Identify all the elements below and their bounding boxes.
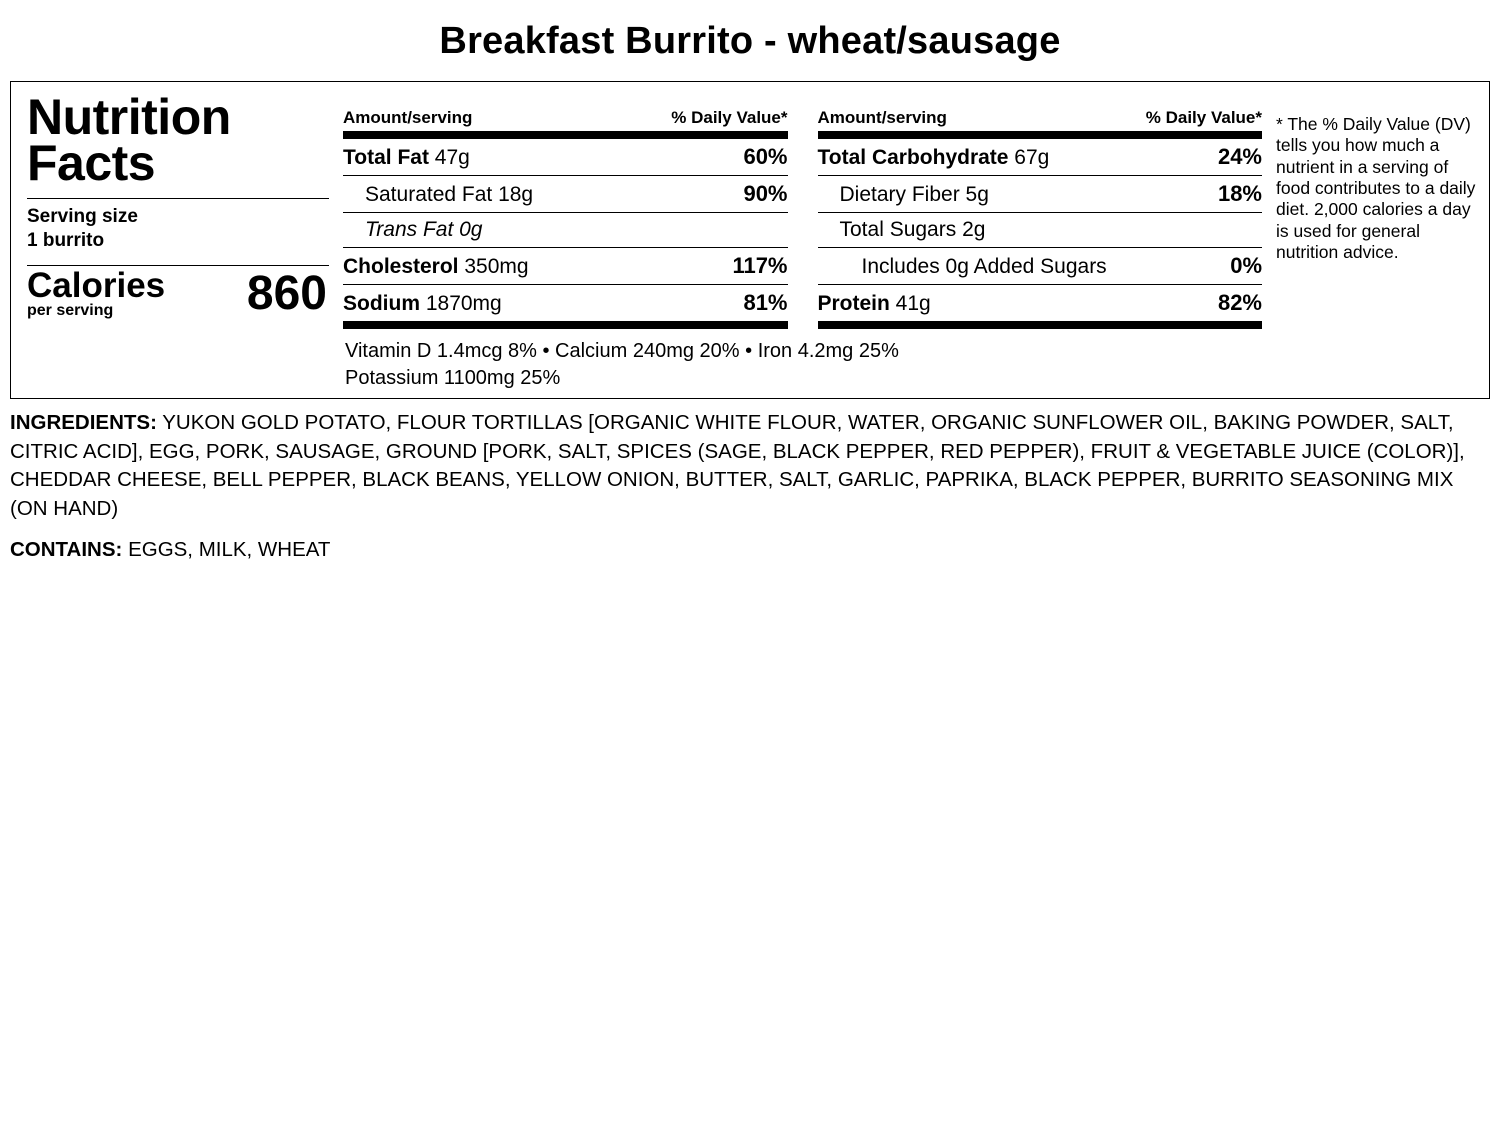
nutrient-amount: Total Sugars 2g [839, 218, 986, 241]
page-title: Breakfast Burrito - wheat/sausage [439, 20, 1061, 62]
table-row [818, 176, 1263, 213]
table-row [343, 248, 788, 285]
header-rule-right [818, 131, 1263, 139]
nutrient-daily-value: 18% [1217, 181, 1262, 206]
serving-size-label: Serving size [27, 206, 138, 227]
nutrition-facts-heading [27, 89, 333, 191]
table-row [818, 285, 1263, 321]
micronutrients-line-1: Vitamin D 1.4mcg 8% • Calcium 240mg 20% • Iron 4.2mg 25% [345, 340, 899, 362]
nutrient-name: Protein [817, 292, 890, 315]
nutrient-column-left [343, 108, 788, 329]
table-row [343, 285, 788, 321]
contains-label: CONTAINS: [10, 537, 123, 561]
table-row [818, 139, 1263, 176]
nutrient-header-left [343, 108, 788, 131]
nutrient-daily-value: 117% [732, 253, 788, 278]
table-row [343, 139, 788, 176]
nutrient-daily-value: 24% [1217, 144, 1262, 169]
nutrition-facts-heading-line2: Facts [27, 135, 156, 191]
contains-paragraph [10, 538, 1490, 562]
amount-per-serving-label-left: Amount/serving [343, 108, 473, 127]
nutrient-daily-value: 60% [743, 144, 788, 169]
daily-value-label-right: % Daily Value* [1145, 108, 1262, 127]
nutrient-name: Total Fat [343, 146, 429, 169]
nutrient-amount: Trans Fat 0g [365, 218, 483, 241]
daily-value-footnote: * The % Daily Value (DV) tells you how much a nutrient in a serving of food contributes to a daily diet. 2,000 calories a day is used for general nutrition advice. [1276, 114, 1476, 263]
nutrient-columns [343, 92, 1262, 392]
amount-per-serving-label-right: Amount/serving [817, 108, 947, 127]
footer-rule-right [818, 321, 1263, 329]
calories-value: 860 [246, 267, 327, 321]
footer-rule-left [343, 321, 788, 329]
nutrient-amount: 41g [889, 292, 931, 315]
header-rule-left [343, 131, 788, 139]
ingredients-paragraph [10, 409, 1490, 524]
nutrient-name: Sodium [343, 292, 420, 315]
serving-size-value: 1 burrito [27, 229, 105, 251]
ingredients-text: YUKON GOLD POTATO, FLOUR TORTILLAS [ORGANIC WHITE FLOUR, WATER, ORGANIC SUNFLOWER OIL, BAKING POWDER, SALT, CITRIC ACID], EGG, PORK, SAUSAGE, GROUND [PORK, SALT, SPICES (SAGE, BLACK PEPPER, RED PEPPER), FRUIT & VEGETABLE JUICE (COLOR)], CHEDDAR CHEESE, BELL PEPPER, BLACK BEANS, YELLOW ONION, BUTTER, SALT, GARLIC, PAPRIKA, BLACK PEPPER, BURRITO SEASONING MIX (ON HAND) [10, 411, 1465, 521]
nutrition-facts-panel [10, 81, 1490, 399]
daily-value-label-left: % Daily Value* [671, 108, 788, 127]
nutrient-amount: Saturated Fat 18g [365, 183, 534, 206]
nutrient-name: Cholesterol [343, 255, 459, 278]
table-row [343, 176, 788, 213]
ingredients-label: INGREDIENTS: [10, 411, 157, 434]
nutrient-amount: 47g [428, 146, 470, 169]
table-row [818, 248, 1263, 285]
table-row [343, 213, 788, 248]
serving-size-block [27, 205, 333, 253]
nutrient-daily-value: 81% [743, 290, 788, 315]
calories-row [27, 265, 327, 321]
calories-sublabel: per serving [27, 302, 114, 320]
nutrient-header-right [818, 108, 1263, 131]
nutrient-daily-value: 0% [1230, 253, 1262, 278]
calories-label: Calories [27, 265, 166, 305]
nutrient-daily-value: 90% [743, 181, 788, 206]
nutrient-column-right [818, 108, 1263, 329]
nutrient-amount: Includes 0g Added Sugars [861, 255, 1107, 278]
contains-text: EGGS, MILK, WHEAT [122, 537, 331, 561]
nutrition-facts-heading-line1: Nutrition [27, 89, 231, 145]
nutrient-amount: 350mg [458, 255, 529, 278]
nutrition-facts-left-column [23, 89, 343, 392]
nutrient-amount: 1870mg [420, 292, 502, 315]
nutrient-amount: Dietary Fiber 5g [839, 183, 989, 206]
nutrient-name: Total Carbohydrate [817, 146, 1009, 169]
nutrient-daily-value: 82% [1217, 290, 1262, 315]
nutrition-label-page [0, 20, 1500, 562]
nutrient-amount: 67g [1008, 146, 1050, 169]
micronutrients-line-2: Potassium 1100mg 25% [345, 367, 561, 389]
divider-under-heading [27, 198, 329, 199]
micronutrients-block [343, 329, 1262, 392]
table-row [818, 213, 1263, 248]
